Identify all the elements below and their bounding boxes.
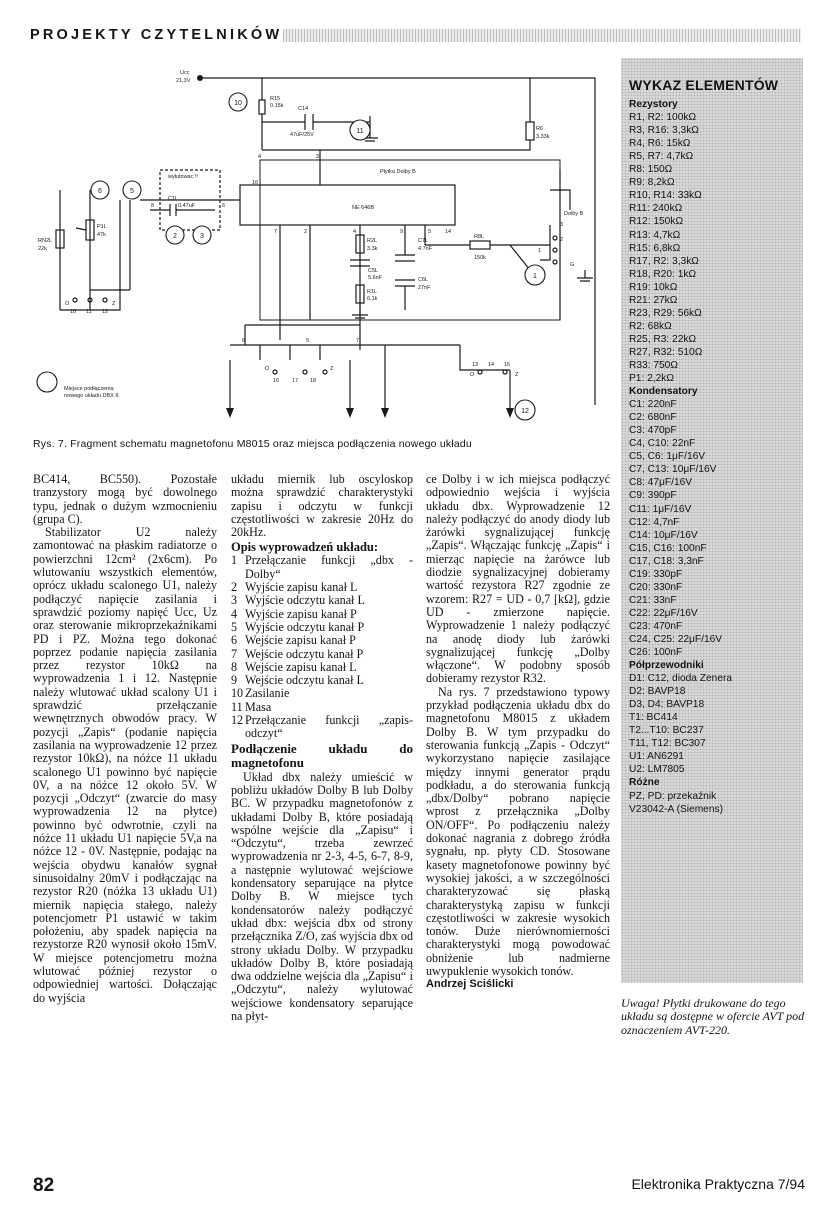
- parts-item: R1, R2: 100kΩ: [629, 112, 697, 124]
- parts-item: C2: 680nF: [629, 412, 677, 424]
- switch-num: 15: [504, 362, 511, 368]
- label-c14: C14: [298, 106, 309, 112]
- pin-item: 6 Wejście zapisu kanał P: [231, 633, 356, 648]
- pin-item: 12 Przełączanie funkcji „zapis-odczyt“: [231, 713, 413, 741]
- parts-item: R17, R2: 3,3kΩ: [629, 255, 699, 267]
- header-rule: [283, 29, 801, 42]
- label-legend: Miejsce podłączenia: [64, 386, 114, 392]
- pin-item: 11 Masa: [231, 699, 272, 714]
- switch-z: Z: [112, 301, 116, 307]
- pin-item: 7 Wejście odczytu kanał P: [231, 646, 364, 661]
- label-dolby: Dolby B: [564, 211, 584, 217]
- label-c1l-v: 0.47uF: [178, 203, 196, 209]
- pin-item: 2 Wyjście zapisu kanał L: [231, 580, 358, 595]
- switch-z: Z: [515, 372, 519, 378]
- parts-item: C23: 470nF: [629, 620, 683, 632]
- parts-item: PZ, PD: przekaźnik: [629, 790, 717, 802]
- parts-item: D2: BAVP18: [629, 686, 686, 698]
- circle-label: 3: [200, 233, 204, 240]
- pin-label: 9: [400, 229, 404, 235]
- parts-item: C17, C18: 3,3nF: [629, 555, 704, 567]
- parts-item: R9: 8,2kΩ: [629, 177, 675, 189]
- label-r8l-v: 150k: [474, 255, 486, 261]
- parts-item: R3, R16: 3,3kΩ: [629, 125, 699, 137]
- connection-heading: Podłączenie układu do magnetofonu: [231, 740, 413, 770]
- switch-num: 16: [273, 378, 280, 384]
- label-c14-v: 47uF/25V: [290, 132, 314, 138]
- pin-label: 7: [356, 338, 360, 344]
- parts-item: R27, R32: 510Ω: [629, 346, 703, 358]
- pin-item: 9 Wejście odczytu kanał L: [231, 673, 364, 688]
- circle-label: 10: [234, 100, 242, 107]
- label-rn2l-v: 22k: [38, 246, 47, 252]
- parts-category: Półprzewodniki: [629, 660, 704, 672]
- switch-num: 14: [488, 362, 495, 368]
- figure-caption: Rys. 7. Fragment schematu magnetofonu M8015 oraz miejsca podłączenia nowego układu: [33, 438, 472, 450]
- text-column-2: [231, 473, 413, 1023]
- label-ucc-v: 21,3V: [176, 78, 191, 84]
- label-dolby-board: Płytka Dolby B: [380, 169, 416, 175]
- pin-label: 6: [242, 338, 246, 344]
- paragraph: Układ dbx należy umieścić w pobliżu układów Dolby B lub Dolby BC. W przypadku magnetofonów z układami Dolby B, które posiadają wspólne wejście dla „Zapisu“ i “Odczytu“, trzeba zewrzeć wyprowadzenia nr 2-3, 4-5, 6-7, 8-9, a następnie wylutować wejściowe kondensatory separujące na płytce Dolby B. W miejsce tych kondensatorów należy podłączyć układ dbx: wejścia dbx od strony przełącznika Z/O, zaś wyjścia dbx od strony układu Dolby. W przypadku układów Dolby B, które posiadają dwa oddzielne wejścia dla „Zapisu“ i „Odczytu“, należy wylutować wejściowe kondensatory separujące na płyt-: [231, 769, 413, 1023]
- parts-item: R19: 10kΩ: [629, 281, 678, 293]
- parts-item: R33: 750Ω: [629, 359, 678, 371]
- label-r8l: R8L: [474, 234, 485, 240]
- pin-item: 4 Wyjście zapisu kanał P: [231, 606, 357, 621]
- label-r6: R6: [536, 126, 544, 132]
- switch-z: Z: [330, 366, 334, 372]
- parts-item: R15: 6,8kΩ: [629, 242, 681, 254]
- parts-item: R8: 150Ω: [629, 164, 673, 176]
- label-legend2: nowego układu DBX II.: [64, 393, 120, 399]
- switch-num: 11: [86, 309, 92, 315]
- parts-item: C5, C6: 1μF/16V: [629, 451, 706, 463]
- parts-item: R2: 68kΩ: [629, 320, 672, 332]
- parts-item: C20: 330nF: [629, 581, 683, 593]
- switch-num: 13: [472, 362, 479, 368]
- pin-label: 8: [151, 203, 155, 209]
- switch-o: O: [470, 372, 475, 378]
- circle-label: 12: [521, 408, 529, 415]
- parts-item: D1: C12, dioda Zenera: [629, 673, 733, 685]
- parts-item: R11: 240kΩ: [629, 203, 683, 215]
- parts-item: P1: 2,2kΩ: [629, 373, 674, 385]
- label-c7l: C7L: [418, 238, 429, 244]
- pin-item: 1 Przełączanie funkcji „dbx - Dolby“: [231, 553, 413, 581]
- parts-item: T1: BC414: [629, 712, 678, 724]
- pin-label: 5: [428, 229, 432, 235]
- parts-item: C9: 390pF: [629, 490, 677, 502]
- parts-item: C24, C25: 22μF/16V: [629, 633, 723, 645]
- pin-label: 6: [222, 203, 226, 209]
- parts-item: C7, C13: 10μF/16V: [629, 464, 717, 476]
- pin-label: 14: [445, 229, 452, 235]
- label-r1l-v: 6.1k: [367, 296, 378, 302]
- label-c5l: C5L: [368, 268, 379, 274]
- magazine-footer: Elektronika Praktyczna 7/94: [631, 1176, 805, 1192]
- pin-label: 4: [353, 229, 357, 235]
- parts-item: C26: 100nF: [629, 647, 683, 659]
- text-column-3: [426, 473, 610, 992]
- switch-o: O: [265, 366, 270, 372]
- label-r15-v: 0.15k: [270, 103, 284, 109]
- pin-item: 10 Zasilanie: [231, 686, 290, 701]
- switch-o: O: [65, 301, 70, 307]
- label-switch: wyłutowac !!: [168, 174, 198, 180]
- switch-num: 18: [310, 378, 317, 384]
- parts-item: C8: 47μF/16V: [629, 477, 693, 489]
- label-c6l: C6L: [418, 277, 429, 283]
- label-r1l: R1L: [367, 289, 378, 295]
- text-column-1: [33, 473, 217, 1005]
- paragraph: Na rys. 7 przedstawiono typowy przykład podłączenia układu dbx do magnetofonu M8015 z układem Dolby B. W tym przypadku do sterowania funkcją „Zapis - Odczyt“ wykorzystano napięcie zasilające między innymi generator prądu podkładu, a do sterowania funkcją „dbx/Dolby“ pobrano napięcie wprost z przełącznika „Dolby ON/OFF“. Po podłączeniu należy dokonać nagrania z dobrego źródła sygnału, np. płyty CD. Stosowane kasety magnetofonowe powinny być wysokiej jakości, a w szczególności charakteryzować się płaską charakterystyką zapisu w funkcji częstotliwości w zakresie wysokich tonów. Duże nierównomierności charakterystyki mogą powodować obniżenie lub nadmierne uwypuklenie wysokich tonów.: [426, 684, 610, 978]
- parts-item: C21: 33nF: [629, 594, 677, 606]
- page-number: 82: [33, 1175, 55, 1196]
- pin-item: 8 Wejście zapisu kanał L: [231, 659, 357, 674]
- paragraph: ce Dolby i w ich miejsca podłączyć odpowiednio wejścia i wyjścia układu dbx. Wyprowadzenie 12 należy podłączyć do anody diody lub żarówki sygnalizującej funkcję „Zapis“. Włączając funkcję „Zapis“ i mierząc napięcie na żarówce lub diodzie sygnalizacyjnej dobieramy wartość rezystora R27 zgodnie ze wzorem: R27 = UD - 0,7 [kΩ], gdzie UD - zmierzone napięcie. Wyprowadzenie 1 należy podłączyć na anodę diody lub żarówki sygnalizującej funkcję „Dolby włączone“. W podobny sposób dobieramy rezystor R32.: [426, 472, 610, 686]
- parts-item: R10, R14: 33kΩ: [629, 190, 702, 202]
- parts-item: C1: 220nF: [629, 399, 677, 411]
- label-c6l-v: 27nF: [418, 285, 431, 291]
- parts-item: U2: LM7805: [629, 764, 685, 776]
- parts-item: V23042-A (Siemens): [629, 803, 723, 815]
- parts-item: C3: 470pF: [629, 425, 677, 437]
- label-ucc: Ucc: [180, 70, 190, 76]
- circle-label: 1: [533, 273, 537, 280]
- label-r6-v: 3.33k: [536, 134, 550, 140]
- note: Uwaga! Płytki drukowane do tego układu są dostępne w ofercie AVT pod oznaczeniem AVT-220.: [621, 996, 805, 1037]
- label-r15: R15: [270, 96, 281, 102]
- parts-category: Kondensatory: [629, 386, 698, 398]
- parts-item: R23, R29: 56kΩ: [629, 307, 702, 319]
- parts-item: R25, R3: 22kΩ: [629, 333, 697, 345]
- label-c7l-v: 4.7nF: [418, 246, 433, 252]
- author: Andrzej Sciślicki: [426, 978, 514, 991]
- pin-label: 1: [538, 248, 542, 254]
- pin-label: 4: [258, 154, 262, 160]
- pins-heading: Opis wyprowadzeń układu:: [231, 540, 379, 555]
- switch-num: 17: [292, 378, 299, 384]
- parts-item: R21: 27kΩ: [629, 294, 678, 306]
- pin-label: 2: [304, 229, 308, 235]
- parts-item: C14: 10μF/16V: [629, 529, 698, 541]
- pin-label: 7: [274, 229, 278, 235]
- circle-label: 2: [173, 233, 177, 240]
- pin-label: 2: [560, 237, 564, 243]
- parts-item: C22: 22μF/16V: [629, 607, 698, 619]
- parts-item: R18, R20: 1kΩ: [629, 268, 697, 280]
- circle-label: 6: [98, 188, 102, 195]
- parts-item: U1: AN6291: [629, 751, 684, 763]
- parts-item: C4, C10: 22nF: [629, 438, 696, 450]
- parts-item: R4, R6: 15kΩ: [629, 138, 691, 150]
- parts-item: R5, R7: 4,7kΩ: [629, 151, 694, 163]
- parts-item: D3, D4: BAVP18: [629, 699, 705, 711]
- section-title: PROJEKTY CZYTELNIKÓW: [30, 27, 283, 43]
- paragraph: Stabilizator U2 należy zamontować na płaskim radiatorze o powierzchni 12cm² (2x6cm). Po wlutowaniu wszystkich elementów, oprócz układu scalonego U1, należy podłączyć napięcie zasilania i sprawdzić poziomy napięć Ucc, Uz oraz sterowanie mikroprzekaźnikami PD i PZ. Można tego dokonać poprzez podanie napięcia zasilania przez rezystor 10kΩ na wyprowadzenia 1 i 12. Następnie należy wlutować układ scalony U1 i sprawdzić przełączanie wewnętrznych obwodów pracy. W pozycji „Zapis“ (podanie napięcia zasilania na wyprowadzenie 12 przez rezystor 10kΩ), na nóżce 11 układu scalonego U1 powinno być napięcie 0V, a na nóżce 12 około 5V. W pozycji „Odczyt“ (zwarcie do masy wyprowadzenia 12 na płytce) powinno być odwrotnie, czyli na nóżce 11 układu U1 napięcie 5V,a na nóżce 12 - 0V. Następnie, podając na wejścia obydwu kanałów sygnał sinusoidalny 20mV i podłączając na rezystor R20 (nóżka 13 układu U1) miernik napięcia stałego, należy potencjometr P1 ustawić w takim położeniu, aby spadek napięcia na rezystorze R20 wynosił około 15mV. W miejsce potencjometru można wlutować później rezystor o odpowiedniej wartości. Dołączając do wyjścia: [33, 525, 217, 1005]
- parts-item: C19: 330pF: [629, 568, 683, 580]
- pin-label: 5: [306, 338, 310, 344]
- label-r2l: R2L: [367, 238, 378, 244]
- parts-category: Różne: [629, 777, 660, 789]
- label-p1l-v: 47k: [97, 232, 106, 238]
- pin-label: 16: [252, 180, 259, 186]
- parts-item: C12: 4,7nF: [629, 516, 680, 528]
- label-c1l: C1L: [168, 196, 179, 202]
- pin-item: 5 Wyjście odczytu kanał P: [231, 619, 365, 634]
- label-rn2l: RN2L: [38, 238, 53, 244]
- parts-item: T2...T10: BC237: [629, 725, 704, 737]
- pin-label: 3: [316, 154, 320, 160]
- paragraph: układu miernik lub oscyloskop można sprawdzić charakterystyki zapisu i odczytu w funkcji częstotliwości w zakresie 20Hz do 20kHz.: [231, 472, 413, 540]
- pin-list: [231, 554, 413, 740]
- switch-num: 10: [70, 309, 77, 315]
- parts-list: [629, 98, 803, 816]
- pin-item: 3 Wyjście odczytu kanał L: [231, 593, 365, 608]
- label-p1l: P1L: [97, 224, 107, 230]
- label-c5l-v: 5.6nF: [368, 275, 383, 281]
- switch-num: 12: [102, 309, 109, 315]
- schematic-figure: [30, 60, 610, 430]
- circle-label: 11: [356, 128, 364, 135]
- label-ne: NE 646B: [352, 205, 375, 211]
- parts-item: R12: 150kΩ: [629, 216, 684, 228]
- pin-label: 3: [560, 222, 564, 228]
- label-r2l-v: 3.3k: [367, 246, 378, 252]
- label-g: G: [570, 262, 575, 268]
- parts-item: T11, T12: BC307: [629, 738, 706, 750]
- parts-item: C11: 1μF/16V: [629, 503, 692, 515]
- parts-category: Rezystory: [629, 99, 678, 111]
- circle-label: 5: [130, 188, 134, 195]
- parts-item: C15, C16: 100nF: [629, 542, 707, 554]
- parts-title: WYKAZ ELEMENTÓW: [629, 77, 779, 93]
- parts-item: R13: 4,7kΩ: [629, 229, 681, 241]
- paragraph: BC414, BC550). Pozostałe tranzystory mogą być dowolnego typu, jednak o dużym wzmocnieniu (grupa C).: [33, 472, 217, 526]
- parts-list-box: [621, 58, 803, 983]
